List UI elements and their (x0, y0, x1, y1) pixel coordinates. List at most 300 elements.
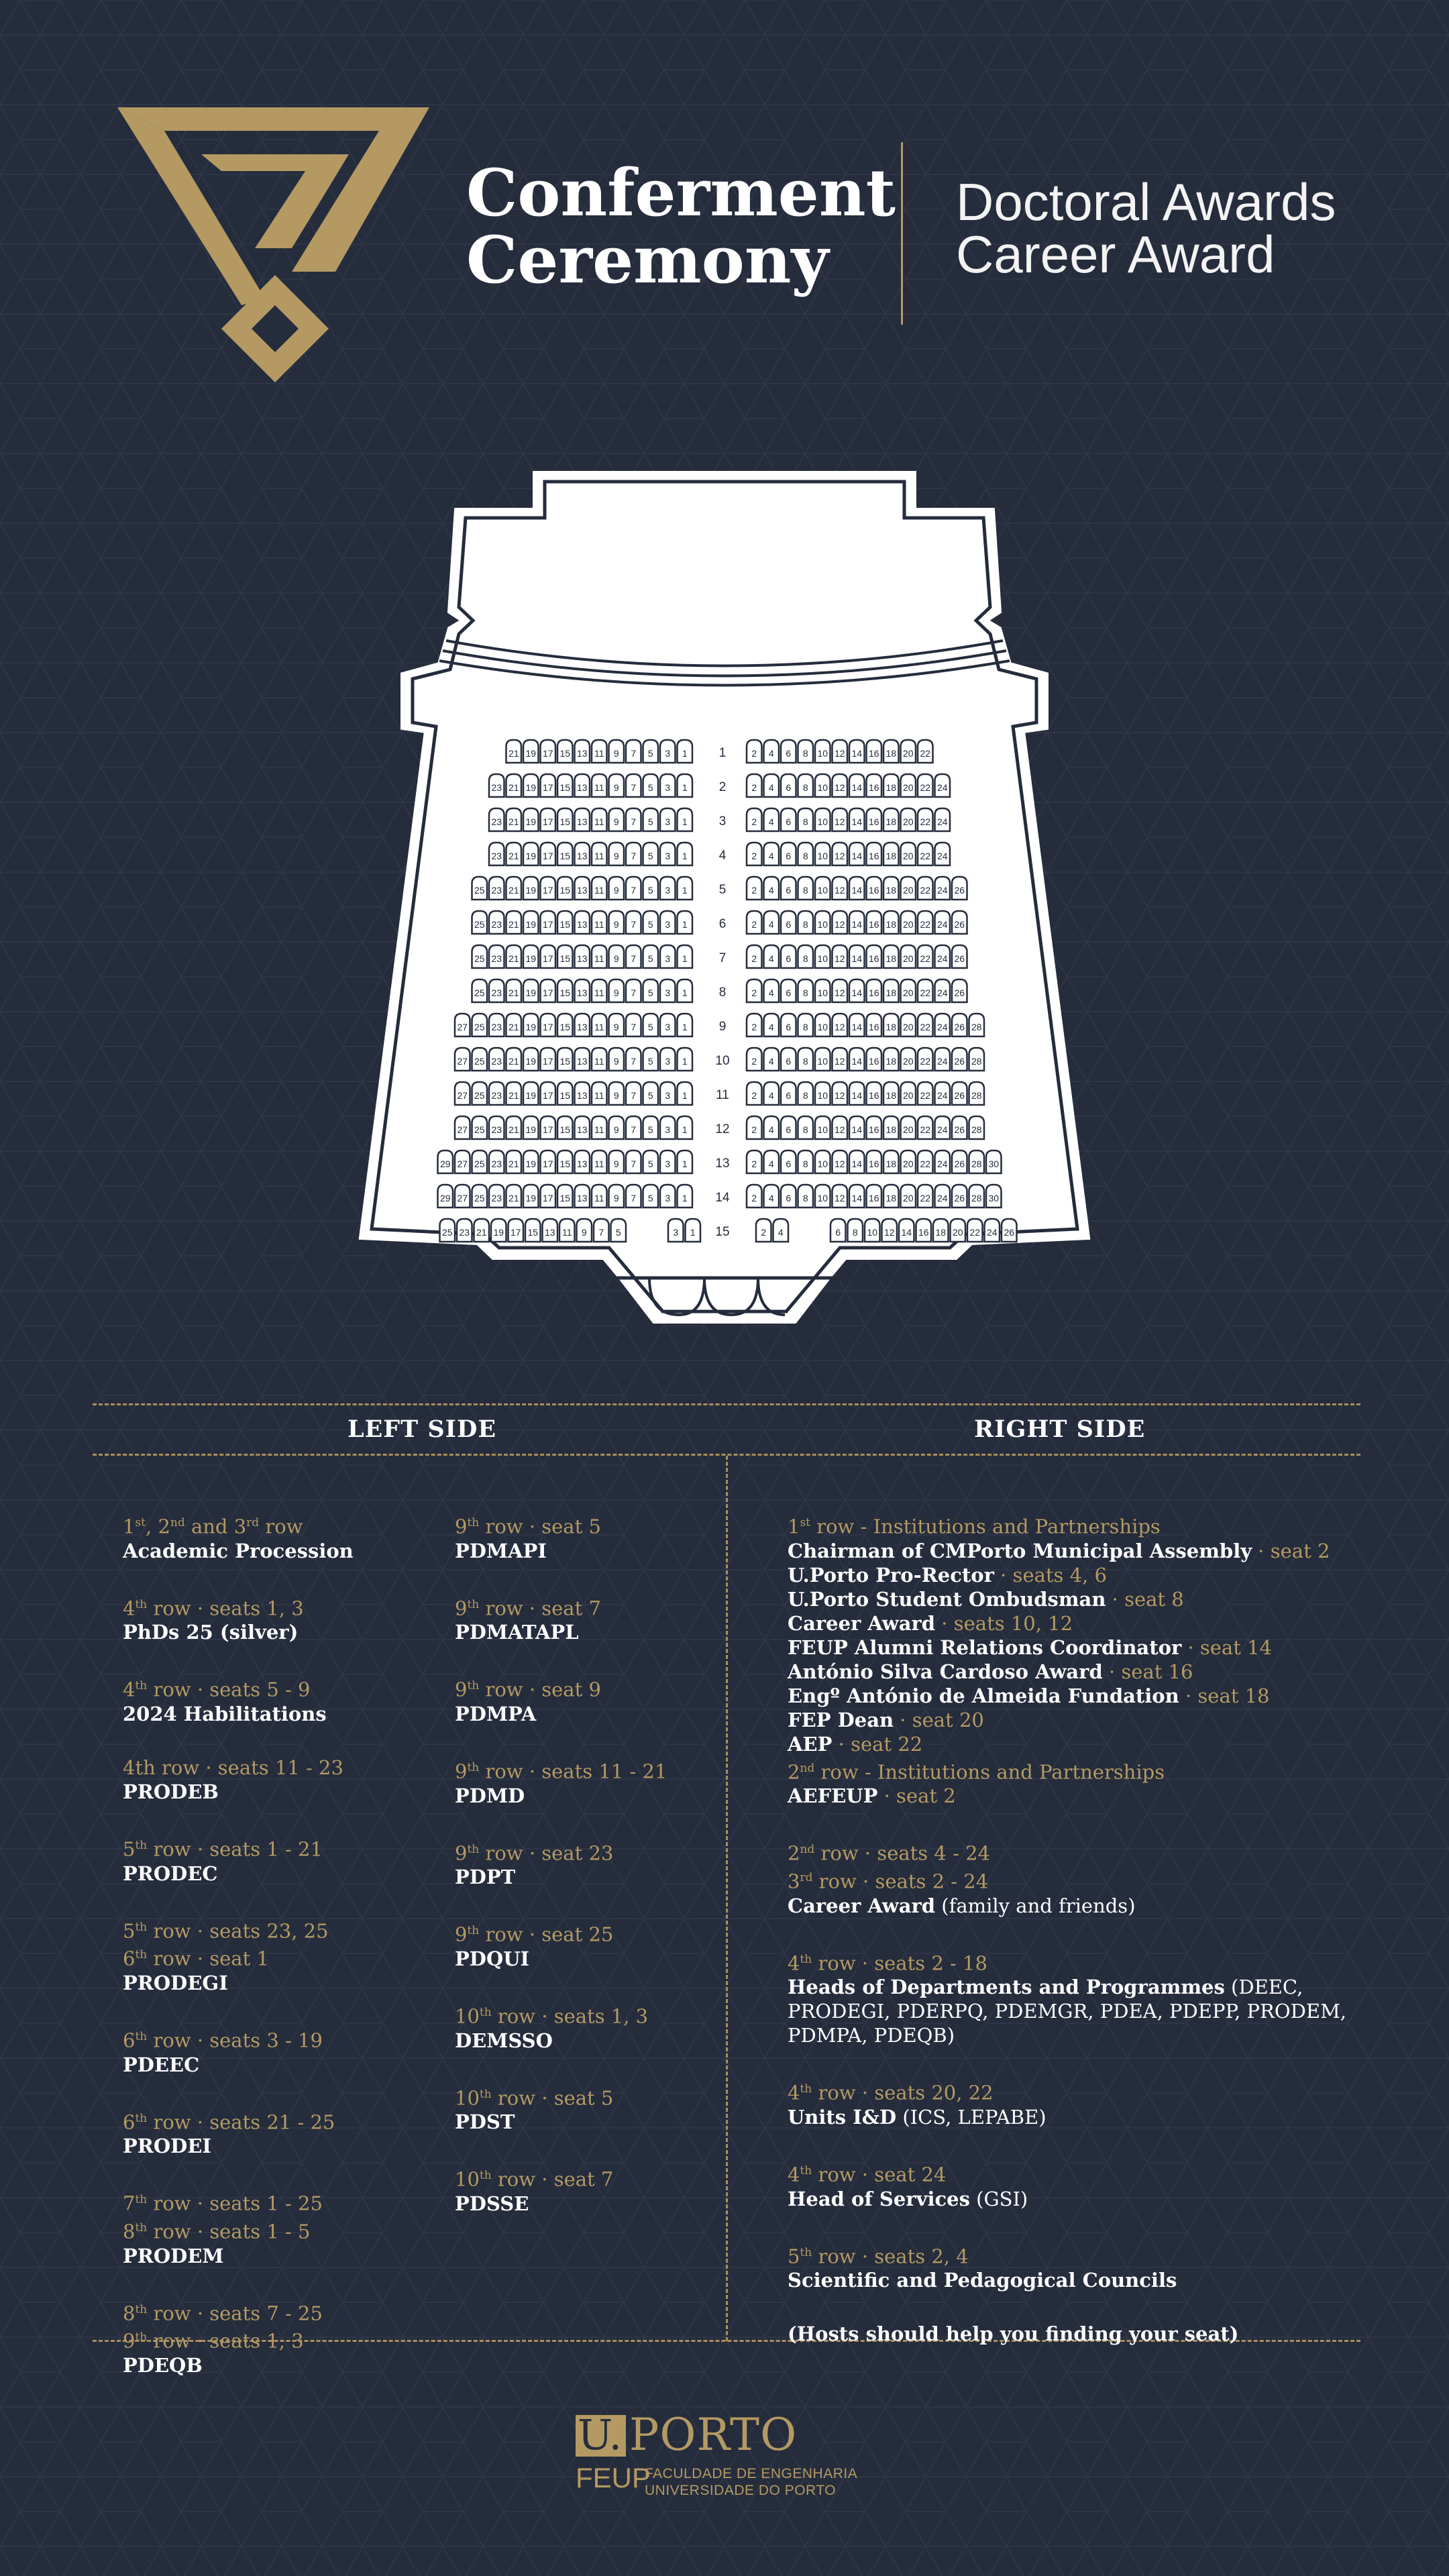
seat-right-row10-label: 28 (971, 1056, 982, 1067)
seat-range-label: 9th row · seat 23 (455, 1841, 614, 1865)
legend-entry (788, 1947, 1378, 2048)
seat-right-row3-label: 10 (817, 816, 828, 827)
legend-entry (123, 1915, 445, 1995)
seat-range-label: 4th row · seats 2 - 18 (788, 1951, 987, 1975)
programme-name: PRODEB (123, 1780, 219, 1803)
right-side-heading: RIGHT SIDE (974, 1415, 1146, 1443)
programme-name: PDMAPI (455, 1539, 547, 1562)
seat-range-label: 1st row - Institutions and Partnerships (788, 1515, 1161, 1538)
seat-right-row14-label: 26 (954, 1193, 965, 1203)
seat-left-row9-label: 3 (665, 1022, 671, 1032)
seat-left-row13-label: 19 (525, 1159, 537, 1169)
seat-right-row9-label: 8 (802, 1022, 808, 1032)
seat-left-row10-label: 13 (576, 1056, 588, 1067)
seat-right-row6-label: 26 (954, 919, 965, 930)
seat-right-row13-label: 22 (920, 1159, 931, 1169)
seat-range-label: 8th row · seats 1 - 5 (123, 2220, 311, 2243)
seat-range-label: 1st, 2nd and 3rd row (123, 1515, 303, 1538)
seat-left-row6-label: 9 (613, 919, 619, 930)
seat-right-row5-label: 4 (768, 885, 774, 896)
seat-left-row9-label: 13 (576, 1022, 588, 1032)
seat-right-row12-label: 18 (885, 1124, 897, 1135)
seat-left-row3-label: 19 (525, 816, 537, 827)
seat-right-row13-label: 24 (936, 1159, 948, 1169)
programme-name: PDPT (455, 1866, 516, 1889)
seat-left-row6-label: 17 (542, 919, 553, 930)
seat-left-row1-label: 13 (576, 748, 588, 759)
seat-left-row4-label: 23 (491, 851, 502, 861)
seat-range-label: 5th row · seats 1 - 21 (123, 1837, 323, 1861)
seat-left-row8-label: 13 (576, 987, 588, 998)
seat-left-row12-label: 23 (491, 1124, 502, 1135)
legend-top-divider (93, 1403, 1360, 1405)
legend-entry (788, 1511, 1378, 1808)
seat-left-row6-label: 1 (682, 919, 688, 930)
programme-name: PDEQB (123, 2353, 203, 2377)
seat-left-row12-label: 13 (576, 1124, 588, 1135)
seat-right-row2-label: 20 (902, 782, 914, 793)
seat-right-row10-label: 6 (786, 1056, 792, 1067)
seat-left-row10-label: 11 (594, 1056, 604, 1067)
seat-right-row8-label: 22 (920, 987, 931, 998)
seat-left-row4-label: 9 (613, 851, 619, 861)
seat-left-row3-label: 23 (491, 816, 502, 827)
legend-entry (788, 1837, 1378, 1917)
seat-right-row8-label: 26 (954, 987, 965, 998)
seat-range-label: 6th row · seats 21 - 25 (123, 2110, 335, 2134)
seat-right-row13-label: 20 (902, 1159, 914, 1169)
seat-left-row10-label: 5 (647, 1056, 653, 1067)
seat-left-row1-label: 1 (682, 748, 688, 759)
legend-entry (123, 2298, 445, 2377)
seat-left-row11-label: 1 (682, 1090, 688, 1101)
seat-right-row5-label: 6 (786, 885, 792, 896)
seat-left-row15-label: 17 (510, 1227, 521, 1238)
row-number: 13 (715, 1157, 730, 1171)
seat-left-row11-label: 9 (613, 1090, 619, 1101)
seat-left-row12-label: 9 (613, 1124, 619, 1135)
seat-left-row10-label: 27 (457, 1056, 468, 1067)
seat-right-row13-label: 12 (834, 1159, 845, 1169)
seat-left-row13-label: 1 (682, 1159, 688, 1169)
seat-right-row8-label: 14 (851, 987, 863, 998)
seat-left-row10-label: 1 (682, 1056, 688, 1067)
seat-right-row3-label: 4 (768, 816, 774, 827)
seat-left-row7-label: 1 (682, 953, 688, 964)
seat-left-row1-label: 19 (525, 748, 537, 759)
seat-right-row4-label: 16 (868, 851, 879, 861)
row-number: 7 (718, 951, 727, 965)
seat-left-row12-label: 21 (508, 1124, 519, 1135)
seat-right-row9-label: 22 (920, 1022, 931, 1032)
seat-left-row10-label: 21 (508, 1056, 519, 1067)
row-number: 12 (715, 1122, 730, 1136)
seat-range-label: 4th row · seat 24 (788, 2163, 947, 2186)
seat-right-row3-label: 12 (834, 816, 845, 827)
seat-left-row13-label: 15 (559, 1159, 571, 1169)
seat-right-row11-label: 4 (768, 1090, 774, 1101)
seat-left-row4-label: 11 (594, 851, 604, 861)
seat-left-row8-label: 11 (594, 987, 604, 998)
seat-left-row7-label: 23 (491, 953, 502, 964)
seat-left-row4-label: 1 (682, 851, 688, 861)
seat-left-row5-label: 13 (576, 885, 588, 896)
seat-left-row5-label: 19 (525, 885, 537, 896)
seat-right-row10-label: 14 (851, 1056, 863, 1067)
seat-right-row9-label: 4 (768, 1022, 774, 1032)
seat-right-row8-label: 4 (768, 987, 774, 998)
seat-left-row14-label: 23 (491, 1193, 502, 1203)
seat-left-row14-label: 17 (542, 1193, 553, 1203)
seat-left-row6-label: 5 (647, 919, 653, 930)
seat-right-row6-label: 16 (868, 919, 879, 930)
seat-right-row7-label: 24 (936, 953, 948, 964)
seat-left-row15-label: 21 (476, 1227, 487, 1238)
seat-left-row11-label: 25 (474, 1090, 485, 1101)
seat-right-row5-label: 24 (936, 885, 948, 896)
legend-entry (123, 1833, 445, 1886)
seat-left-row14-label: 29 (439, 1193, 451, 1203)
seat-left-row3-label: 11 (594, 816, 604, 827)
seat-left-row8-label: 15 (559, 987, 571, 998)
legend-entry (455, 1674, 716, 1726)
guest-name: FEUP Alumni Relations Coordinator · seat 14 (788, 1635, 1272, 1659)
seat-right-row11-label: 22 (920, 1090, 931, 1101)
guest-name: Chairman of CMPorto Municipal Assembly · seat 2 (788, 1539, 1330, 1562)
seat-right-row8-label: 6 (786, 987, 792, 998)
seat-left-row14-label: 1 (682, 1193, 688, 1203)
seat-right-row15-label: 14 (901, 1227, 912, 1238)
seat-left-row8-label: 25 (474, 987, 485, 998)
programme-name: PDMD (455, 1784, 525, 1807)
seat-right-row9-label: 26 (954, 1022, 965, 1032)
seat-left-row7-label: 25 (474, 953, 485, 964)
legend-entry (455, 2000, 716, 2053)
seat-right-row11-label: 10 (817, 1090, 828, 1101)
seat-left-row11-label: 7 (631, 1090, 637, 1101)
programme-name: PDQUI (455, 1947, 530, 1970)
seat-right-row8-label: 18 (885, 987, 897, 998)
seat-right-row7-label: 8 (802, 953, 808, 964)
seat-range-label: 7th row · seats 1 - 25 (123, 2192, 323, 2215)
programme-name: PDSSE (455, 2192, 529, 2215)
guest-name: António Silva Cardoso Award · seat 16 (788, 1660, 1193, 1683)
seat-right-row7-label: 10 (817, 953, 828, 964)
seat-left-row12-label: 17 (542, 1124, 553, 1135)
seat-right-row3-label: 16 (868, 816, 879, 827)
legend-entry (123, 2188, 445, 2267)
seat-right-row8-label: 2 (751, 987, 757, 998)
seat-left-row8-label: 23 (491, 987, 502, 998)
seat-left-row7-label: 17 (542, 953, 553, 964)
seat-left-row10-label: 19 (525, 1056, 537, 1067)
seat-range-label: 3rd row · seats 2 - 24 (788, 1870, 989, 1893)
seat-right-row14-label: 22 (920, 1193, 931, 1203)
programme-name: PDMPA (455, 1702, 537, 1725)
seat-left-row6-label: 15 (559, 919, 571, 930)
seat-left-row13-label: 25 (474, 1159, 485, 1169)
seat-right-row10-label: 16 (868, 1056, 879, 1067)
seat-left-row14-label: 27 (457, 1193, 468, 1203)
seat-left-row3-label: 9 (613, 816, 619, 827)
seat-left-row10-label: 9 (613, 1056, 619, 1067)
legend-entry (455, 1511, 716, 1563)
seat-right-row3-label: 14 (851, 816, 863, 827)
seat-left-row2-label: 7 (631, 782, 637, 793)
seat-left-row5-label: 7 (631, 885, 637, 896)
programme-name: PRODEGI (123, 1971, 228, 1994)
seat-left-row12-label: 11 (594, 1124, 604, 1135)
seat-right-row6-label: 8 (802, 919, 808, 930)
seat-right-row10-label: 20 (902, 1056, 914, 1067)
seat-left-row7-label: 9 (613, 953, 619, 964)
seat-right-row7-label: 16 (868, 953, 879, 964)
seat-right-row15-label: 10 (867, 1227, 878, 1238)
seat-left-row13-label: 7 (631, 1159, 637, 1169)
seat-left-row2-label: 23 (491, 782, 502, 793)
seat-right-row14-label: 12 (834, 1193, 845, 1203)
seat-right-row1-label: 10 (817, 748, 828, 759)
seat-left-row1-label: 17 (542, 748, 553, 759)
faculty-name: FACULDADE DE ENGENHARIA UNIVERSIDADE DO PORTO (645, 2466, 858, 2498)
row-number: 10 (715, 1054, 730, 1068)
seat-left-row2-label: 19 (525, 782, 537, 793)
seat-right-row7-label: 22 (920, 953, 931, 964)
seat-left-row13-label: 27 (457, 1159, 468, 1169)
seat-right-row3-label: 20 (902, 816, 914, 827)
seat-range-label: 10th row · seats 1, 3 (455, 2004, 649, 2028)
seat-left-row15-label: 5 (615, 1227, 621, 1238)
seat-right-row15-label: 26 (1004, 1227, 1015, 1238)
seat-right-row7-label: 26 (954, 953, 965, 964)
seat-right-row2-label: 8 (802, 782, 808, 793)
seat-left-row13-label: 13 (576, 1159, 588, 1169)
seat-right-row13-label: 18 (885, 1159, 897, 1169)
seat-left-row6-label: 3 (665, 919, 671, 930)
seat-left-row9-label: 5 (647, 1022, 653, 1032)
seat-left-row2-label: 3 (665, 782, 671, 793)
seat-left-row8-label: 17 (542, 987, 553, 998)
seat-left-row4-label: 7 (631, 851, 637, 861)
seat-left-row7-label: 21 (508, 953, 519, 964)
seat-right-row4-label: 8 (802, 851, 808, 861)
seat-left-row2-label: 5 (647, 782, 653, 793)
guest-name: Units I&D (ICS, LEPABE) (788, 2105, 1046, 2129)
seat-left-row13-label: 11 (594, 1159, 604, 1169)
legend-entry (123, 1511, 445, 1563)
seat-range-label: 2nd row · seats 4 - 24 (788, 1841, 990, 1865)
seat-left-row11-label: 3 (665, 1090, 671, 1101)
seat-right-row15-label: 2 (761, 1227, 767, 1238)
seat-right-row13-label: 10 (817, 1159, 828, 1169)
seat-right-row10-label: 18 (885, 1056, 897, 1067)
seat-left-row12-label: 1 (682, 1124, 688, 1135)
legend-entry (788, 2241, 1378, 2293)
seat-right-row8-label: 20 (902, 987, 914, 998)
seat-right-row5-label: 12 (834, 885, 845, 896)
seat-right-row13-label: 26 (954, 1159, 965, 1169)
seat-right-row4-label: 12 (834, 851, 845, 861)
seat-right-row10-label: 2 (751, 1056, 757, 1067)
seat-right-row5-label: 20 (902, 885, 914, 896)
seat-right-row1-label: 16 (868, 748, 879, 759)
seat-left-row4-label: 17 (542, 851, 553, 861)
seat-right-row11-label: 16 (868, 1090, 879, 1101)
seat-left-row11-label: 17 (542, 1090, 553, 1101)
seat-left-row14-label: 7 (631, 1193, 637, 1203)
programme-name: PRODEM (123, 2244, 224, 2267)
legend-entry (455, 2082, 716, 2135)
seat-right-row10-label: 10 (817, 1056, 828, 1067)
seat-right-row9-label: 10 (817, 1022, 828, 1032)
seat-right-row13-label: 6 (786, 1159, 792, 1169)
programme-name: PDMATAPL (455, 1621, 579, 1644)
seat-left-row2-label: 9 (613, 782, 619, 793)
row-number: 6 (718, 917, 727, 931)
seat-right-row10-label: 8 (802, 1056, 808, 1067)
seat-right-row4-label: 4 (768, 851, 774, 861)
seat-left-row10-label: 7 (631, 1056, 637, 1067)
seat-right-row6-label: 6 (786, 919, 792, 930)
seat-left-row15-label: 7 (598, 1227, 604, 1238)
hosts-note: (Hosts should help you finding your seat) (788, 2322, 1239, 2346)
seat-range-label: 9th row · seat 7 (455, 1597, 601, 1620)
seat-right-row1-label: 8 (802, 748, 808, 759)
seat-left-row3-label: 17 (542, 816, 553, 827)
seat-right-row1-label: 14 (851, 748, 863, 759)
guest-name: FEP Dean · seat 20 (788, 1708, 984, 1731)
seat-left-row11-label: 15 (559, 1090, 571, 1101)
seat-right-row7-label: 12 (834, 953, 845, 964)
guest-name: AEP · seat 22 (788, 1732, 923, 1756)
seat-left-row4-label: 21 (508, 851, 519, 861)
row-number: 9 (718, 1020, 727, 1034)
seat-right-row3-label: 8 (802, 816, 808, 827)
seat-left-row10-label: 17 (542, 1056, 553, 1067)
seat-left-row5-label: 25 (474, 885, 485, 896)
seat-right-row10-label: 26 (954, 1056, 965, 1067)
seat-right-row14-label: 4 (768, 1193, 774, 1203)
seat-left-row13-label: 29 (439, 1159, 451, 1169)
seat-right-row5-label: 14 (851, 885, 863, 896)
seat-right-row1-label: 12 (834, 748, 845, 759)
legend-entry (123, 1593, 445, 1645)
seat-left-row10-label: 3 (665, 1056, 671, 1067)
seat-right-row2-label: 16 (868, 782, 879, 793)
seat-right-row4-label: 18 (885, 851, 897, 861)
seat-left-row9-label: 27 (457, 1022, 468, 1032)
seat-left-row9-label: 7 (631, 1022, 637, 1032)
legend-vertical-divider (726, 1456, 728, 2341)
guest-name: Career Award · seats 10, 12 (788, 1611, 1073, 1635)
seat-range-label: 10th row · seat 7 (455, 2167, 614, 2191)
seat-left-row1-label: 5 (647, 748, 653, 759)
programme-name: 2024 Habilitations (123, 1702, 327, 1725)
left-side-heading: LEFT SIDE (347, 1415, 497, 1443)
row-number: 14 (715, 1191, 730, 1205)
seat-right-row11-label: 18 (885, 1090, 897, 1101)
seat-right-row11-label: 28 (971, 1090, 982, 1101)
logo-porto: PORTO (629, 2409, 798, 2461)
seat-range-label: 9th row · seats 1, 3 (123, 2329, 304, 2353)
seat-right-row6-label: 4 (768, 919, 774, 930)
seat-right-row15-label: 16 (918, 1227, 929, 1238)
seat-left-row11-label: 13 (576, 1090, 588, 1101)
seat-right-row12-label: 8 (802, 1124, 808, 1135)
seat-left-row7-label: 3 (665, 953, 671, 964)
seat-right-row14-label: 20 (902, 1193, 914, 1203)
seat-right-row1-label: 18 (885, 748, 897, 759)
seat-left-row6-label: 21 (508, 919, 519, 930)
seat-left-row3-label: 3 (665, 816, 671, 827)
programme-name: PRODEC (123, 1862, 218, 1885)
seat-right-row11-label: 2 (751, 1090, 757, 1101)
seat-left-row5-label: 11 (594, 885, 604, 896)
seat-range-label: 6th row · seats 3 - 19 (123, 2029, 323, 2052)
seat-left-row12-label: 27 (457, 1124, 468, 1135)
seat-right-row8-label: 16 (868, 987, 879, 998)
seat-right-row7-label: 18 (885, 953, 897, 964)
seat-right-row12-label: 2 (751, 1124, 757, 1135)
seat-left-row1-label: 3 (665, 748, 671, 759)
seat-range-label: 5th row · seats 23, 25 (123, 1919, 329, 1943)
seat-right-row14-label: 28 (971, 1193, 982, 1203)
seat-right-row1-label: 22 (920, 748, 931, 759)
seat-left-row2-label: 13 (576, 782, 588, 793)
legend-entry (455, 1837, 716, 1890)
seat-right-row15-label: 20 (952, 1227, 963, 1238)
seat-right-row1-label: 20 (902, 748, 914, 759)
programme-name: PDST (455, 2110, 515, 2134)
seat-right-row12-label: 28 (971, 1124, 982, 1135)
seat-right-row4-label: 2 (751, 851, 757, 861)
guest-name: Heads of Departments and Programmes (DEEC, PRODEGI, PDERPQ, PDEMGR, PDEA, PDEPP, PRODEM, PDMPA, PDEQB) (788, 1976, 1346, 2047)
seat-right-row6-label: 10 (817, 919, 828, 930)
seat-left-row3-label: 21 (508, 816, 519, 827)
seat-left-row8-label: 9 (613, 987, 619, 998)
seat-left-row7-label: 11 (594, 953, 604, 964)
seat-right-row13-label: 14 (851, 1159, 863, 1169)
seat-left-row11-label: 27 (457, 1090, 468, 1101)
seat-range-label: 9th row · seat 9 (455, 1678, 601, 1701)
seat-right-row15-label: 12 (883, 1227, 895, 1238)
seat-right-row8-label: 24 (936, 987, 948, 998)
seat-right-row5-label: 10 (817, 885, 828, 896)
seat-right-row9-label: 14 (851, 1022, 863, 1032)
seat-right-row6-label: 18 (885, 919, 897, 930)
row-number: 2 (718, 780, 727, 794)
seat-right-row5-label: 26 (954, 885, 965, 896)
seat-right-row14-label: 2 (751, 1193, 757, 1203)
seat-right-row9-label: 24 (936, 1022, 948, 1032)
seat-left-row13-label: 17 (542, 1159, 553, 1169)
seat-left-row1-label: 11 (594, 748, 604, 759)
seat-left-row8-label: 5 (647, 987, 653, 998)
legend-entry (455, 1919, 716, 1971)
seat-left-row9-label: 9 (613, 1022, 619, 1032)
programme-name: DEMSSO (455, 2029, 553, 2052)
guest-name: U.Porto Student Ombudsman · seat 8 (788, 1587, 1184, 1611)
seat-right-row6-label: 12 (834, 919, 845, 930)
seat-right-row13-label: 16 (868, 1159, 879, 1169)
seat-right-row1-label: 4 (768, 748, 774, 759)
seat-right-row10-label: 22 (920, 1056, 931, 1067)
seat-left-row6-label: 7 (631, 919, 637, 930)
seat-right-row11-label: 14 (851, 1090, 863, 1101)
seat-left-row15-label: 11 (561, 1227, 572, 1238)
seat-right-row8-label: 10 (817, 987, 828, 998)
guest-name: Scientific and Pedagogical Councils (788, 2269, 1177, 2292)
